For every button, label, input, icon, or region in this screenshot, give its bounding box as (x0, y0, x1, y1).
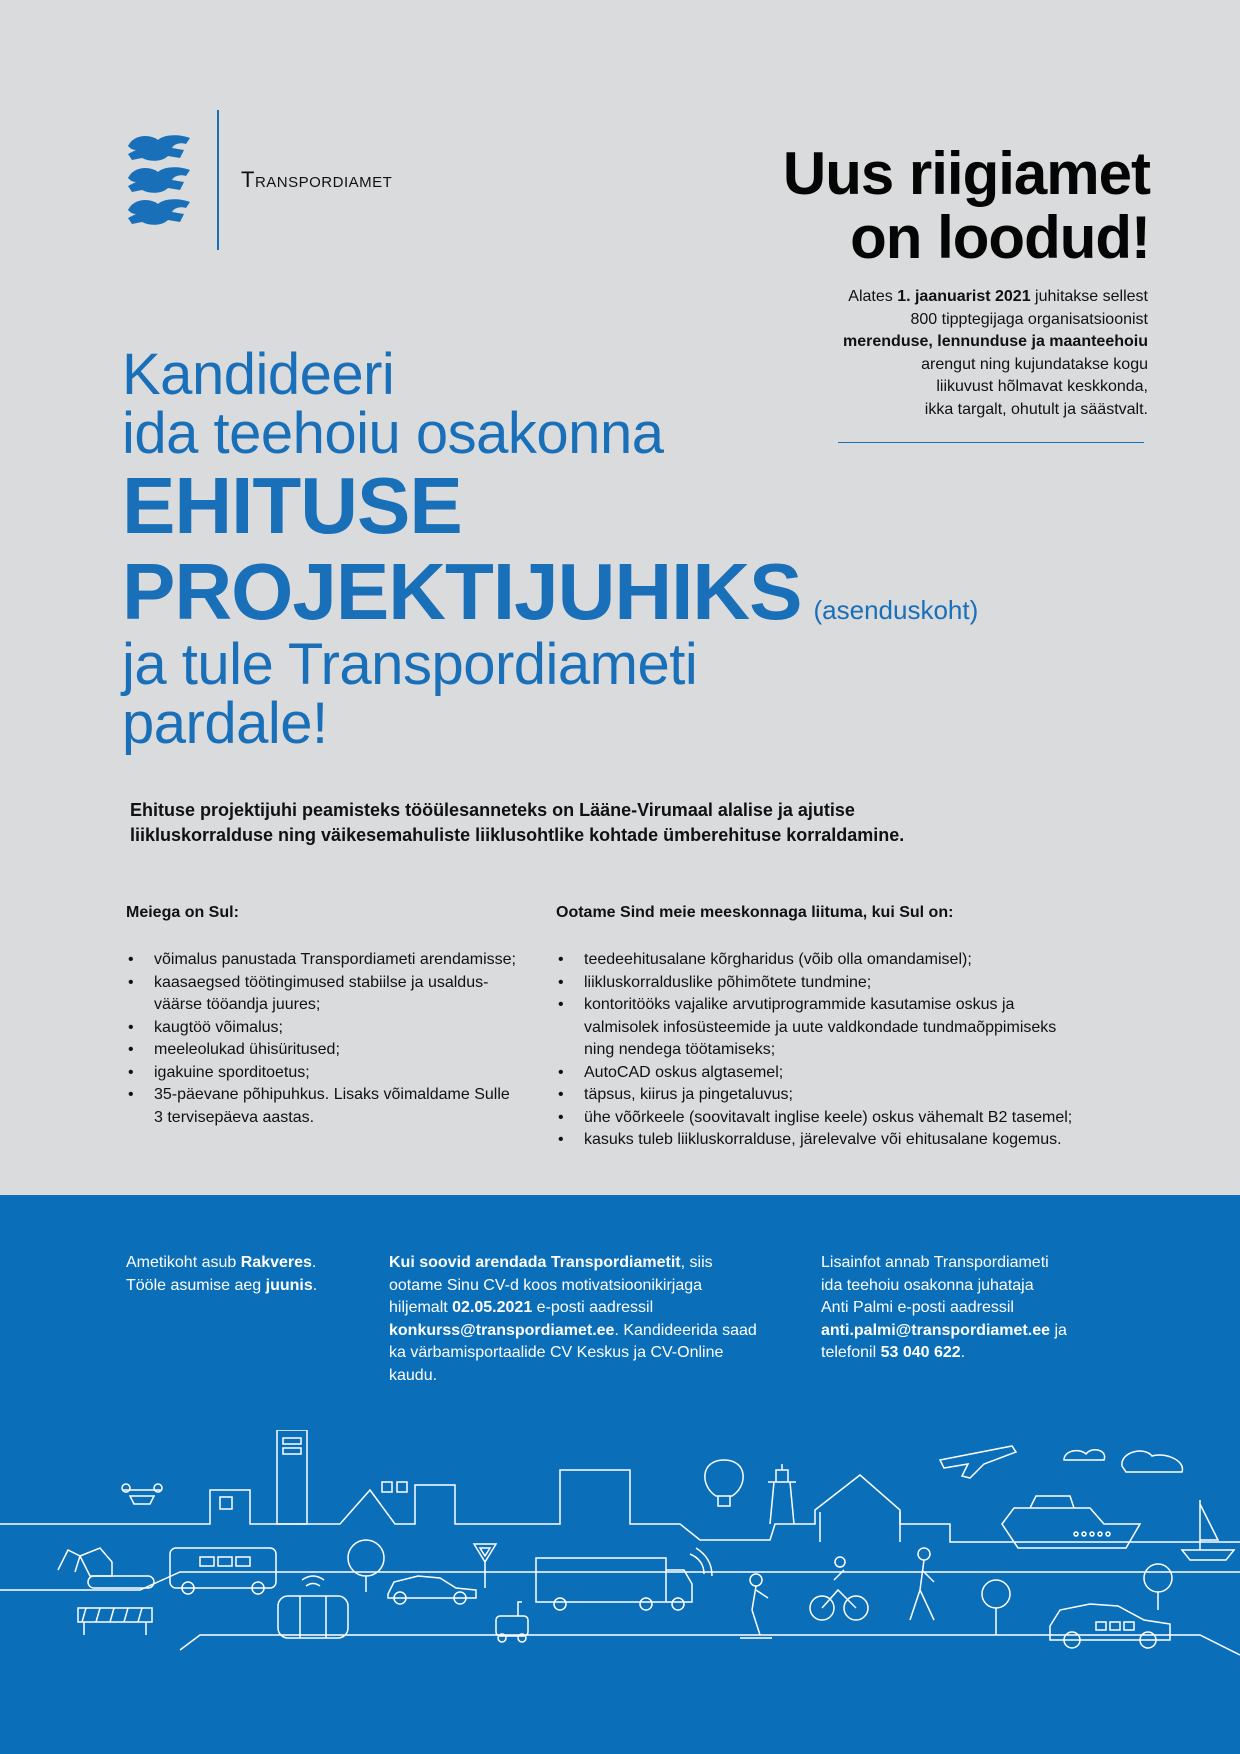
list-item: • liikluskorralduslike põhimõtete tundmine; (556, 972, 1136, 995)
shuttle-icon (278, 1576, 348, 1638)
pedestrian-icon (910, 1548, 934, 1620)
house-icon (820, 1512, 900, 1542)
contact-phone: 53 040 622 (880, 1344, 961, 1361)
logo-divider (217, 110, 219, 250)
drone-icon (122, 1484, 162, 1504)
list-item: • kasuks tuleb liikluskorralduse, järelevalve või ehitusalane kogemus. (556, 1129, 1136, 1152)
list-item: • teedeehitusalane kõrgharidus (võib olla omandamisel); (556, 949, 1136, 972)
coat-of-arms-logo (124, 132, 196, 228)
job-summary: Ehituse projektijuhi peamisteks tööülesanneteks on Lääne-Virumaal alalise ja ajutise liikluskorralduse ning väikesemahuliste liiklusohtlike kohtade ümberehituse korraldamine. (130, 800, 905, 845)
cloud-icon (1122, 1451, 1183, 1472)
application-info: Kui soovid arendada Transpordiametit, siis ootame Sinu CV-d koos motivatsioonikirjaga hiljemalt 02.05.2021 e-posti aadressil konkurss@transpordiamet.ee. Kandideerida saad ka värbamisportaalide CV Keskus ja CV-Online kaudu. (389, 1254, 757, 1384)
list-item: • igakuine sporditoetus; (126, 1062, 546, 1085)
job-heading (122, 342, 979, 756)
transport-skyline-illustration (0, 1430, 1240, 1670)
hero-intro: Alates 1. jaanuarist 2021 juhitakse sellest 800 tipptegijaga organisatsioonist merenduse, lennunduse ja maanteehoiu arengut ning kujundatakse kogu liikuvust hõlmavat keskkonda, ikka targalt, ohutult ja säästvalt. (843, 288, 1148, 418)
car-icon (1050, 1604, 1170, 1648)
footer (0, 1195, 1240, 1754)
list-item: • kaugtöö võimalus; (126, 1017, 546, 1040)
job-title: PROJEKTIJUHIKS (122, 547, 802, 636)
tree-icon (1144, 1564, 1172, 1610)
lion-icon (128, 199, 190, 225)
job-heading-line: Kandideeri (122, 342, 395, 407)
list-item: väärse tööandja juures; (154, 996, 321, 1013)
truck-icon (536, 1548, 712, 1610)
job-heading-line: pardale! (122, 691, 328, 756)
contact-info: Lisainfot annab Transpordiameti ida teehoiu osakonna juhataja Anti Palmi e-posti aadressil anti.palmi@transpordiamet.ee ja telefonil 53 040 622. (821, 1254, 1067, 1361)
job-title: EHITUSE (122, 461, 462, 550)
ferry-icon (1002, 1496, 1140, 1548)
benefits-list (126, 949, 546, 1129)
cyclist-icon (810, 1557, 868, 1620)
airplane-icon (940, 1446, 1016, 1478)
tree-icon (982, 1580, 1010, 1635)
list-item: • võimalus panustada Transpordiameti arendamisse; (126, 949, 546, 972)
list-item: • 35-päevane põhipuhkus. Lisaks võimaldame Sulle (126, 1084, 546, 1107)
job-heading-line: ida teehoiu osakonna (122, 401, 664, 466)
job-type-note: (asenduskoht) (813, 595, 979, 625)
list-item: valmisolek infosüsteemide ja uute valdkondade tundmaõppimiseks (584, 1018, 1057, 1036)
benefits-heading: Meiega on Sul: (126, 904, 239, 921)
delivery-robot-icon (496, 1602, 528, 1642)
location-info: Ametikoht asub Rakveres. Tööle asumise aeg juunis. (126, 1254, 318, 1294)
list-item: • meeleolukad ühisüritused; (126, 1039, 546, 1062)
hero-title: Uus riigiamet on loodud! (782, 140, 1150, 271)
logo-wordmark: Transpordiamet (241, 167, 393, 192)
car-icon (388, 1576, 476, 1604)
list-item: ning nendega töötamiseks; (584, 1041, 776, 1058)
lion-icon (128, 135, 190, 161)
list-item: 3 tervisepäeva aastas. (154, 1108, 315, 1126)
lighthouse-icon (768, 1464, 796, 1524)
list-item: • kontoritööks vajalike arvutiprogrammide kasutamise oskus ja (556, 994, 1136, 1017)
sailboat-icon (1182, 1500, 1234, 1560)
list-item: • AutoCAD oskus algtasemel; (556, 1062, 1136, 1085)
bus-icon (170, 1548, 276, 1594)
list-item: • ühe võõrkeele (soovitavalt inglise keele) oskus vähemalt B2 tasemel; (556, 1107, 1136, 1130)
yield-sign-icon (474, 1544, 496, 1588)
requirements-heading: Ootame Sind meie meeskonnaga liituma, kui Sul on: (556, 904, 954, 921)
application-email-link[interactable]: konkurss@transpordiamet.ee (389, 1321, 615, 1339)
scooter-rider-icon (740, 1574, 772, 1638)
list-item: • kaasaegsed töötingimused stabiilse ja usaldus- (126, 972, 546, 995)
excavator-icon (58, 1548, 154, 1588)
job-heading-line: ja tule Transpordiameti (122, 632, 698, 697)
list-item: • täpsus, kiirus ja pingetaluvus; (556, 1084, 1136, 1107)
hot-air-balloon-icon (705, 1460, 743, 1506)
requirements-list (556, 949, 1136, 1152)
cloud-icon (1064, 1450, 1105, 1460)
road-barrier-icon (78, 1608, 152, 1635)
tree-icon (348, 1540, 384, 1592)
contact-email-link[interactable]: anti.palmi@transpordiamet.ee (821, 1321, 1050, 1339)
lion-icon (128, 167, 190, 193)
